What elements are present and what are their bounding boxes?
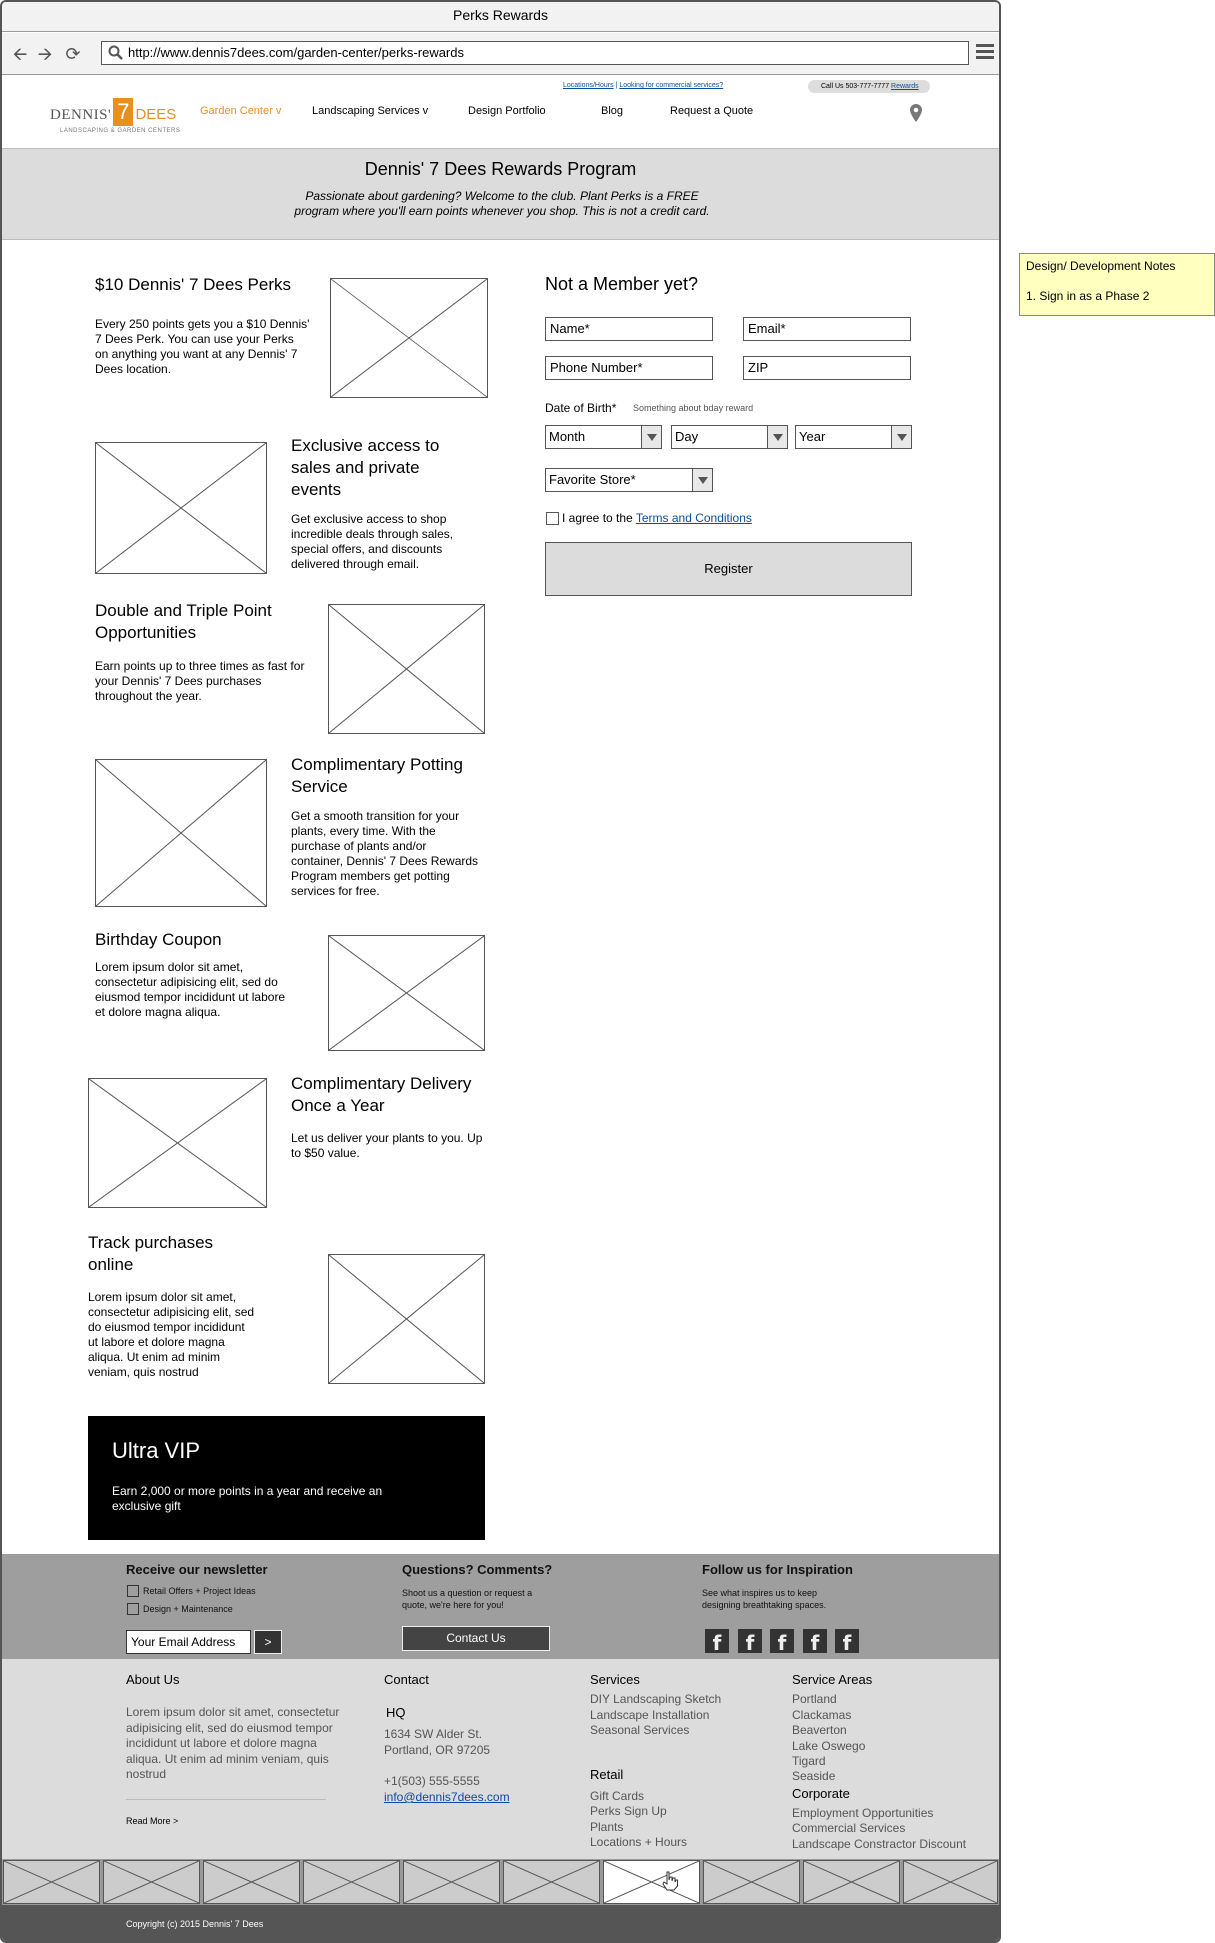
register-button[interactable]: Register xyxy=(545,542,912,596)
questions-title: Questions? Comments? xyxy=(402,1562,553,1577)
thumbnail[interactable] xyxy=(703,1860,800,1904)
logo-tagline: LANDSCAPING & GARDEN CENTERS xyxy=(60,128,181,134)
services-link[interactable]: Landscape Installation xyxy=(590,1708,710,1722)
design-maintenance-label: Design + Maintenance xyxy=(143,1604,233,1614)
image-placeholder xyxy=(328,604,485,734)
terms-prefix: I agree to the xyxy=(562,511,636,525)
contact-email-link[interactable]: info@dennis7dees.com xyxy=(384,1790,510,1804)
chevron-down-icon xyxy=(891,426,911,448)
site-header xyxy=(2,76,999,148)
terms-checkbox[interactable] xyxy=(546,512,559,525)
design-maintenance-checkbox[interactable] xyxy=(127,1603,139,1615)
day-value: Day xyxy=(675,429,699,444)
service-area-link[interactable]: Portland xyxy=(792,1692,837,1706)
feature-desc: Every 250 points gets you a $10 Dennis' 7 Dees Perk. You can use your Perks on anything you want at any Dennis' 7 Dees location. xyxy=(95,317,310,376)
thumbnail[interactable] xyxy=(503,1860,600,1904)
contact-title: Contact xyxy=(384,1672,429,1687)
divider xyxy=(126,1799,326,1800)
hand-cursor-icon xyxy=(662,1871,678,1891)
retail-link[interactable]: Perks Sign Up xyxy=(590,1804,667,1818)
logo-dees: DEES xyxy=(135,106,177,123)
retail-link[interactable]: Plants xyxy=(590,1820,624,1834)
feature-title: Complimentary Delivery Once a Year xyxy=(291,1074,472,1115)
nav-design-portfolio[interactable]: Design Portfolio xyxy=(468,105,546,117)
vip-desc: Earn 2,000 or more points in a year and receive an exclusive gift xyxy=(112,1484,383,1513)
nav-blog[interactable]: Blog xyxy=(601,105,624,117)
follow-desc: See what inspires us to keep designing breathtaking spaces. xyxy=(702,1588,827,1610)
locations-link[interactable]: Locations/Hours xyxy=(563,82,614,89)
chevron-down-icon xyxy=(641,426,661,448)
questions-desc: Shoot us a question or request a quote, we're here for you! xyxy=(402,1588,533,1610)
corporate-link[interactable]: Employment Opportunities xyxy=(792,1806,934,1820)
contact-us-button[interactable]: Contact Us xyxy=(402,1626,550,1651)
terms-link[interactable]: Terms and Conditions xyxy=(635,511,752,525)
menu-icon[interactable] xyxy=(976,44,994,64)
image-placeholder xyxy=(88,1078,267,1208)
vip-title: Ultra VIP xyxy=(112,1438,201,1463)
retail-offers-checkbox[interactable] xyxy=(127,1585,139,1597)
footer-main xyxy=(2,1659,999,1859)
dob-label: Date of Birth* xyxy=(545,401,617,415)
service-area-link[interactable]: Clackamas xyxy=(792,1708,852,1722)
feature-title: Double and Triple Point Opportunities xyxy=(95,601,272,642)
about-text: Lorem ipsum dolor sit amet, consectetur adipisicing elit, sed do eiusmod tempor incididunt ut labore et dolore magna aliqua. Ut enim ad minim veniam, quis nostrud xyxy=(126,1705,340,1781)
reload-icon[interactable]: ⟳ xyxy=(65,44,81,64)
read-more-link[interactable]: Read More > xyxy=(126,1816,179,1826)
month-value: Month xyxy=(549,429,586,444)
thumbnail[interactable] xyxy=(303,1860,400,1904)
thumbnail[interactable] xyxy=(3,1860,100,1904)
facebook-icon[interactable]: f xyxy=(705,1629,729,1653)
nav-landscaping-services[interactable]: Landscaping Services v xyxy=(312,105,429,117)
contact-phone[interactable]: +1(503) 555-5555 xyxy=(384,1774,480,1788)
ultra-vip-banner xyxy=(88,1416,485,1540)
contact-address1: 1634 SW Alder St. xyxy=(384,1727,483,1741)
corporate-link[interactable]: Landscape Constractor Discount xyxy=(792,1837,967,1851)
forward-arrow-icon[interactable]: 🡪 xyxy=(37,44,53,64)
feature-title: $10 Dennis' 7 Dees Perks xyxy=(95,275,292,294)
dob-hint: Something about bday reward xyxy=(633,403,754,413)
corporate-title: Corporate xyxy=(792,1786,850,1801)
feature-desc: Get a smooth transition for your plants, every time. With the purchase of plants and/or container, Dennis' 7 Dees Rewards Program members get potting services for free. xyxy=(291,809,479,898)
thumbnail[interactable] xyxy=(403,1860,500,1904)
hero-banner xyxy=(2,148,999,240)
image-placeholder xyxy=(95,759,267,907)
retail-link[interactable]: Locations + Hours xyxy=(590,1835,688,1849)
retail-title: Retail xyxy=(590,1767,624,1782)
call-text: Call Us 503-777-7777 xyxy=(821,83,892,90)
nav-garden-center[interactable]: Garden Center v xyxy=(200,105,282,117)
feature-title: Track purchases online xyxy=(88,1233,214,1274)
logo-seven: 7 xyxy=(113,98,133,126)
facebook-icon[interactable]: f xyxy=(770,1629,794,1653)
favorite-store-select[interactable] xyxy=(545,468,713,492)
feature-desc: Lorem ipsum dolor sit amet, consectetur adipisicing elit, sed do eiusmod tempor incididunt ut labore et dolore magna aliqua. xyxy=(95,960,286,1019)
top-links xyxy=(563,82,723,89)
terms-text xyxy=(562,511,752,525)
newsletter-submit-button[interactable]: > xyxy=(254,1630,282,1654)
footer-top xyxy=(2,1554,999,1659)
nav-request-quote[interactable]: Request a Quote xyxy=(670,105,754,117)
service-areas-title: Service Areas xyxy=(792,1672,873,1687)
browser-toolbar xyxy=(2,33,999,75)
notes-title: Design/ Development Notes xyxy=(1026,259,1176,273)
year-select[interactable] xyxy=(795,425,912,449)
feature-title: Exclusive access to sales and private events xyxy=(291,436,440,499)
about-title: About Us xyxy=(126,1672,180,1687)
logo[interactable] xyxy=(50,98,181,134)
hero-subtitle: Passionate about gardening? Welcome to the club. Plant Perks is a FREE program where you'll earn points whenever you shop. This is not a credit card. xyxy=(294,189,710,218)
thumbnail[interactable] xyxy=(803,1860,900,1904)
service-area-link[interactable]: Lake Oswego xyxy=(792,1739,866,1753)
back-arrow-icon[interactable]: 🡨 xyxy=(12,44,28,64)
retail-offers-label: Retail Offers + Project Ideas xyxy=(143,1586,256,1596)
design-notes xyxy=(1019,253,1215,316)
chevron-down-icon xyxy=(767,426,787,448)
feature-title: Complimentary Potting Service xyxy=(291,755,463,796)
year-value: Year xyxy=(799,429,826,444)
image-placeholder xyxy=(330,278,488,398)
phone-field[interactable]: Phone Number* xyxy=(545,356,713,380)
services-link[interactable]: Seasonal Services xyxy=(590,1723,690,1737)
newsletter-email-input[interactable]: Your Email Address xyxy=(126,1630,251,1654)
service-area-link[interactable]: Seaside xyxy=(792,1769,836,1783)
copyright-text: Copyright (c) 2015 Dennis' 7 Dees xyxy=(126,1919,264,1929)
services-title: Services xyxy=(590,1672,640,1687)
thumbnail[interactable] xyxy=(903,1860,998,1904)
thumbnail[interactable] xyxy=(103,1860,200,1904)
email-field[interactable]: Email* xyxy=(743,317,911,341)
service-area-link[interactable]: Tigard xyxy=(792,1754,826,1768)
facebook-icon[interactable]: f xyxy=(835,1629,859,1653)
url-text: http://www.dennis7dees.com/garden-center/perks-rewards xyxy=(128,45,464,60)
thumbnail-strip xyxy=(2,1859,999,1905)
window-title: Perks Rewards xyxy=(2,2,999,32)
logo-text: DENNIS' xyxy=(50,107,112,123)
call-us-pill xyxy=(808,80,930,93)
feature-desc: Earn points up to three times as fast for your Dennis' 7 Dees purchases throughout the year. xyxy=(95,659,305,703)
commercial-link[interactable]: Looking for commercial services? xyxy=(619,82,724,89)
newsletter-title: Receive our newsletter xyxy=(126,1562,268,1577)
month-select[interactable] xyxy=(545,425,662,449)
image-placeholder xyxy=(95,442,267,574)
contact-hq: HQ xyxy=(386,1705,406,1720)
chevron-down-icon xyxy=(692,469,712,491)
copyright-bar xyxy=(2,1905,999,1943)
image-placeholder xyxy=(328,1254,485,1384)
page-title: Dennis' 7 Dees Rewards Program xyxy=(364,159,637,179)
feature-title: Birthday Coupon xyxy=(95,930,222,949)
rewards-link[interactable]: Rewards xyxy=(891,83,919,90)
url-bar[interactable] xyxy=(101,41,969,65)
top-links-sep: | xyxy=(613,82,620,89)
thumbnail-active[interactable] xyxy=(603,1860,700,1904)
search-icon xyxy=(108,45,124,61)
retail-link[interactable]: Gift Cards xyxy=(590,1789,645,1803)
location-pin-icon[interactable] xyxy=(910,104,922,122)
facebook-icon[interactable]: f xyxy=(738,1629,762,1653)
facebook-icon[interactable]: f xyxy=(803,1629,827,1653)
notes-item: 1. Sign in as a Phase 2 xyxy=(1026,289,1150,303)
follow-title: Follow us for Inspiration xyxy=(702,1562,853,1577)
service-area-link[interactable]: Beaverton xyxy=(792,1723,847,1737)
feature-desc: Let us deliver your plants to you. Up to $50 value. xyxy=(291,1131,483,1160)
day-select[interactable] xyxy=(671,425,788,449)
zip-field[interactable]: ZIP xyxy=(743,356,911,380)
services-link[interactable]: DIY Landscaping Sketch xyxy=(590,1692,722,1706)
image-placeholder xyxy=(328,935,485,1051)
thumbnail[interactable] xyxy=(203,1860,300,1904)
feature-desc: Get exclusive access to shop incredible deals through sales, special offers, and discounts delivered through email. xyxy=(291,512,454,571)
name-field[interactable]: Name* xyxy=(545,317,713,341)
form-title: Not a Member yet? xyxy=(545,274,699,294)
feature-desc: Lorem ipsum dolor sit amet, consectetur adipisicing elit, sed do eiusmod tempor incididunt ut labore et dolore magna aliqua. Ut enim ad minim veniam, quis nostrud xyxy=(88,1290,255,1379)
contact-address2: Portland, OR 97205 xyxy=(384,1743,491,1757)
store-value: Favorite Store* xyxy=(549,472,636,487)
corporate-link[interactable]: Commercial Services xyxy=(792,1821,906,1835)
